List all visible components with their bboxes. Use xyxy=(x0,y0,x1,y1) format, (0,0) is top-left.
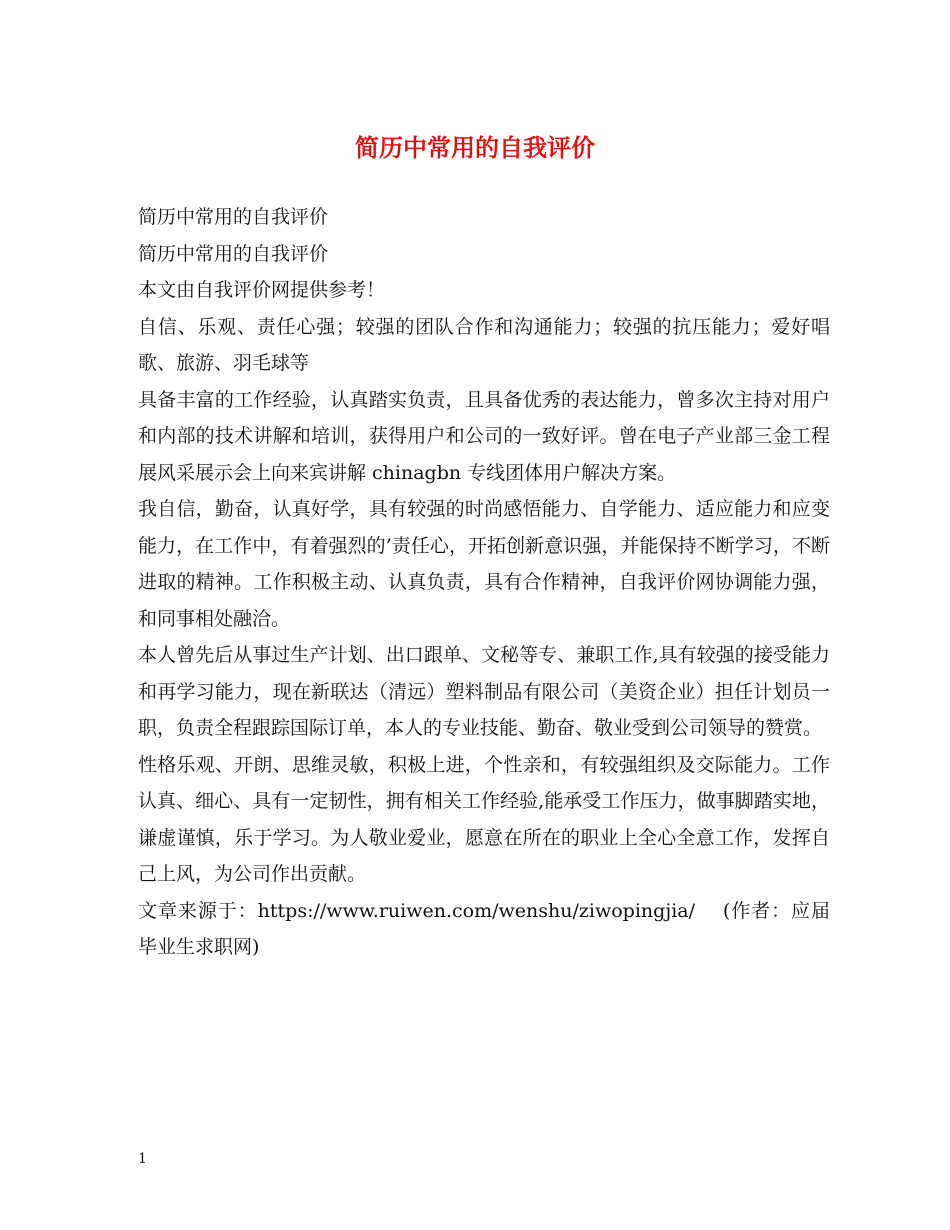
document-title: 简历中常用的自我评价 xyxy=(355,133,595,162)
page-number: 1 xyxy=(138,1151,147,1167)
document-body xyxy=(138,199,830,966)
paragraph: 我自信，勤奋，认真好学，具有较强的时尚感悟能力、自学能力、适应能力和应变能力，在工作中，有着强烈的’责任心，开拓创新意识强，并能保持不断学习，不断进取的精神。工作积极主动、认真负责，具有合作精神，自我评价网协调能力强，和同事相处融洽。 xyxy=(138,498,830,630)
paragraph: 自信、乐观、责任心强；较强的团队合作和沟通能力；较强的抗压能力；爱好唱歌、旅游、羽毛球等 xyxy=(138,315,830,374)
paragraph: 简历中常用的自我评价 xyxy=(138,206,329,228)
paragraph: 简历中常用的自我评价 xyxy=(138,242,329,265)
source-line: 文章来源于：https://www.ruiwen.com/wenshu/ziwopingjia/ (作者：应届毕业生求职网) xyxy=(138,899,830,958)
paragraph: 本人曾先后从事过生产计划、出口跟单、文秘等专、兼职工作,具有较强的接受能力和再学习能力，现在新联达（清远）塑料制品有限公司（美资企业）担任计划员一职，负责全程跟踪国际订单，本人的专业技能、勤奋、敬业受到公司领导的赞赏。 xyxy=(138,644,830,739)
paragraph: 本文由自我评价网提供参考！ xyxy=(138,279,386,301)
paragraph: 具备丰富的工作经验，认真踏实负责，且具备优秀的表达能力，曾多次主持对用户和内部的技术讲解和培训，获得用户和公司的一致好评。曾在电子产业部三金工程展风采展示会上向来宾讲解 chinagbn 专线团体用户解决方案。 xyxy=(138,388,830,484)
paragraph: 性格乐观、开朗、思维灵敏，积极上进，个性亲和，有较强组织及交际能力。工作认真、细心、具有一定韧性，拥有相关工作经验,能承受工作压力，做事脚踏实地，谦虚谨慎，乐于学习。为人敬业爱业，愿意在所在的职业上全心全意工作，发挥自己上风，为公司作出贡献。 xyxy=(138,753,830,885)
